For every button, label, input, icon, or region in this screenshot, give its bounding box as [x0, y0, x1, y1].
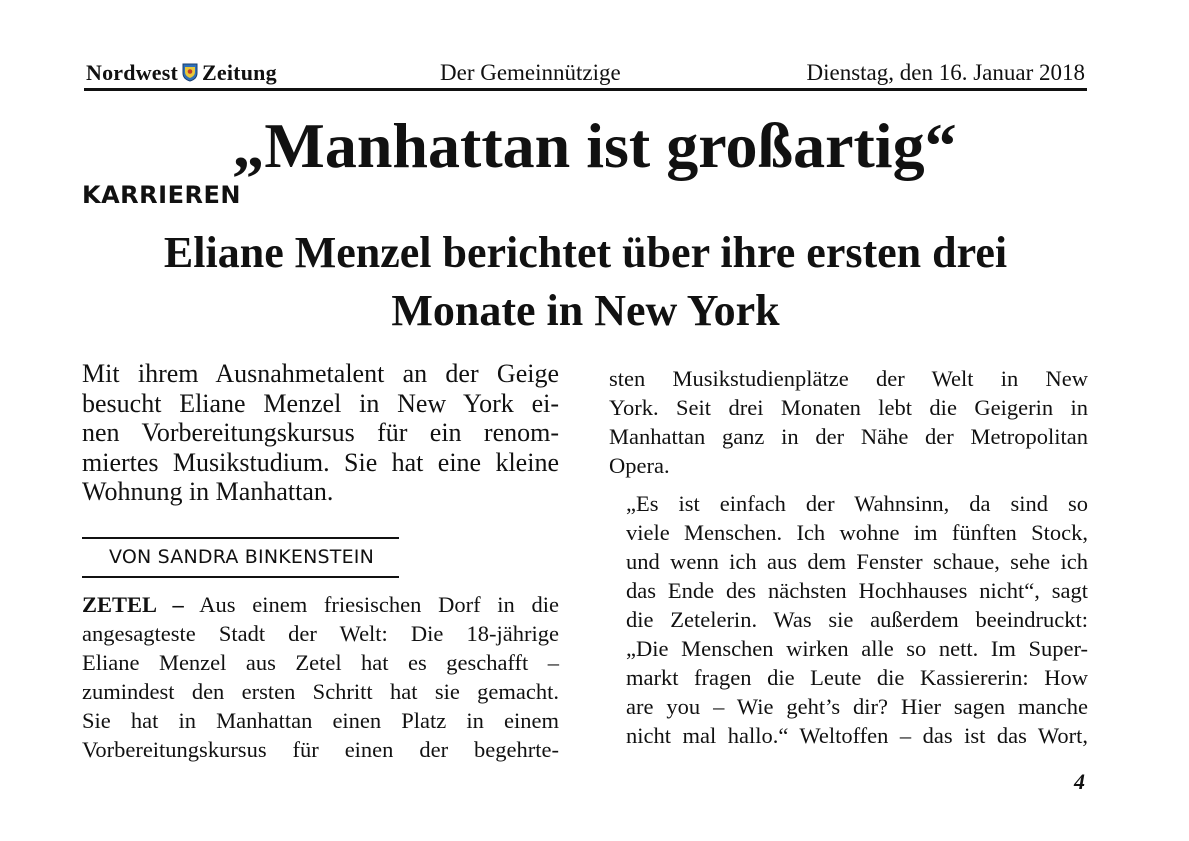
- newspaper-name: [86, 60, 277, 88]
- text-line: Manhattan ganz in der Nähe der Metropolitan: [609, 424, 1088, 449]
- subheadline-line: Monate in New York: [391, 286, 780, 335]
- text-line: nicht mal hallo.“ Weltoffen – das ist das Wort,: [626, 723, 1088, 748]
- text-line: Eliane Menzel aus Zetel hat es geschafft –: [82, 650, 559, 675]
- text-line: Wohnung in Manhattan.: [82, 477, 334, 506]
- text-line: markt fragen die Leute die Kassiererin: How: [626, 665, 1088, 690]
- body-first-line-text: Aus einem friesischen Dorf in die: [183, 592, 559, 617]
- text-line: besucht Eliane Menzel in New York ei-: [82, 388, 559, 418]
- text-line: viele Menschen. Ich wohne im fünften Stock,: [626, 520, 1088, 545]
- text-line: die Zetelerin. Was sie außerdem beeindruckt:: [626, 607, 1088, 632]
- newspaper-name-part1: Nordwest: [86, 60, 179, 85]
- text-line: „Es ist einfach der Wahnsinn, da sind so: [626, 491, 1088, 516]
- byline-box: [82, 537, 399, 578]
- text-line: are you – Wie geht’s dir? Hier sagen manche: [626, 694, 1088, 719]
- body-paragraph-2: [609, 489, 1088, 750]
- dateline: ZETEL –: [82, 592, 184, 617]
- text-line: Vorbereitungskursus für einen der begehrte-: [82, 737, 559, 762]
- lead-paragraph: [82, 359, 559, 507]
- text-line: zumindest den ersten Schritt hat sie gemacht.: [82, 679, 559, 704]
- body-column-left: [82, 590, 559, 764]
- byline: VON SANDRA BINKENSTEIN: [109, 546, 375, 568]
- kicker-label: KARRIEREN: [82, 181, 241, 209]
- section-title: Der Gemeinnützige: [440, 60, 621, 85]
- text-line: „Die Menschen wirken alle so nett. Im Super-: [626, 636, 1088, 661]
- masthead: [84, 58, 1087, 91]
- text-line: Sie hat in Manhattan einen Platz in einem: [82, 708, 559, 733]
- body-paragraph-1: [609, 364, 1088, 480]
- body-column-right: [609, 364, 1088, 750]
- text-line: miertes Musikstudium. Sie hat eine kleine: [82, 447, 559, 477]
- issue-date: Dienstag, den 16. Januar 2018: [806, 60, 1085, 85]
- text-line: das Ende des nächsten Hochhauses nicht“, sagt: [626, 578, 1088, 603]
- coat-of-arms-icon: [182, 62, 198, 88]
- subheadline: [84, 224, 1087, 340]
- body-first-line: [82, 590, 559, 619]
- headline: „Manhattan ist großartig“: [232, 110, 957, 181]
- text-line: Mit ihrem Ausnahmetalent an der Geige: [82, 359, 559, 388]
- text-line: und wenn ich aus dem Fenster schaue, sehe ich: [626, 549, 1088, 574]
- text-line: York. Seit drei Monaten lebt die Geigerin in: [609, 395, 1088, 420]
- text-line: angesagteste Stadt der Welt: Die 18-jährige: [82, 621, 559, 646]
- text-line: nen Vorbereitungskursus für ein renom-: [82, 418, 559, 447]
- newspaper-name-part2: Zeitung: [202, 60, 277, 85]
- text-line: Opera.: [609, 453, 670, 478]
- text-line: sten Musikstudienplätze der Welt in New: [609, 366, 1088, 391]
- page-number: 4: [1074, 769, 1085, 794]
- subheadline-line: Eliane Menzel berichtet über ihre ersten drei: [163, 228, 1008, 277]
